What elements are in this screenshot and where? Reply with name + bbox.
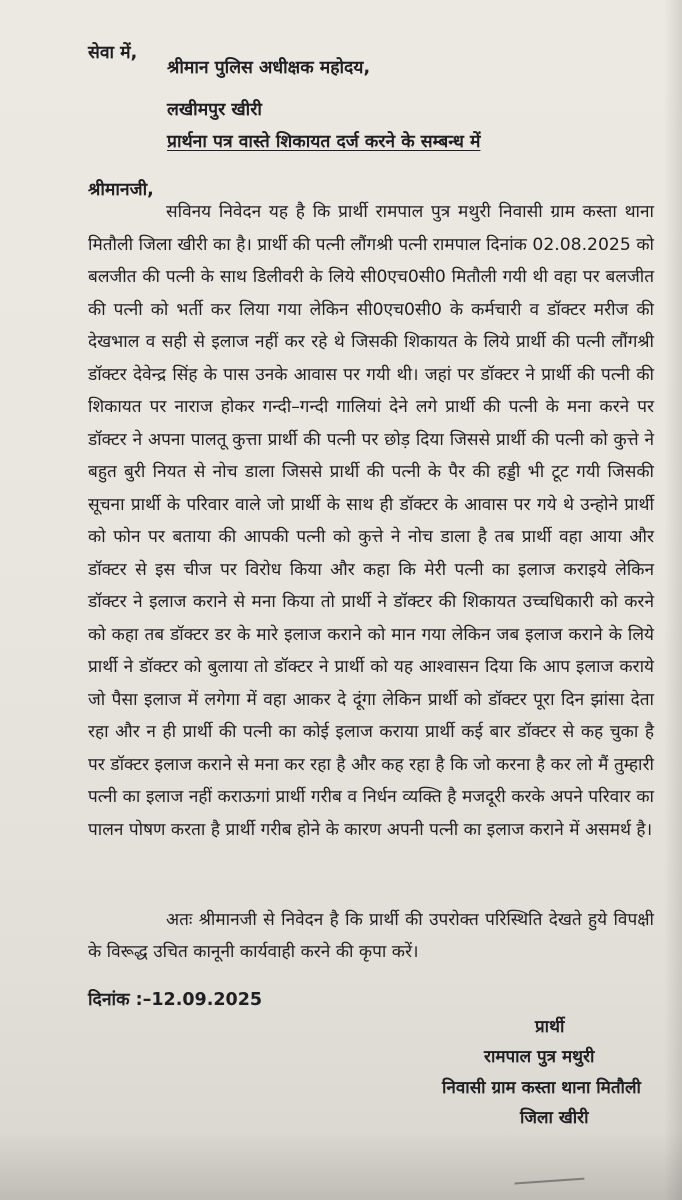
date-line: दिनांक :–12.09.2025 xyxy=(88,990,263,1010)
signature-label: प्रार्थी xyxy=(535,1017,565,1037)
letter-body xyxy=(88,196,654,846)
letter-closing xyxy=(88,904,654,968)
body-paragraph: सविनय निवेदन यह है कि प्रार्थी रामपाल पुत्र मथुरी निवासी ग्राम कस्ता थाना मितौली जिला खीरी का है। प्रार्थी की पत्नी लौंगश्री पत्नी रामपाल दिनांक 02.08.2025 को बलजीत की पत्नी के साथ डिलीवरी के लिये सी0एच0सी0 मितौली गयी थी वहा पर बलजीत की पत्नी को भर्ती कर लिया गया लेकिन सी0एच0सी0 के कर्मचारी व डॉक्टर मरीज की देखभाल व सही से इलाज नहीं कर रहे थे जिसकी शिकायत के लिये प्रार्थी की पत्नी लौंगश्री डॉक्टर देवेन्द्र सिंह के पास उनके आवास पर गयी थी। जहां पर डॉक्टर ने प्रार्थी की पत्नी की शिकायत पर नाराज होकर गन्दी–गन्दी गालियां देने लगे प्रार्थी की पत्नी के मना करने पर डॉक्टर ने अपना पालतू कुत्ता प्रार्थी की पत्नी पर छोड़ दिया जिससे प्रार्थी की पत्नी को कुत्ते ने बहुत बुरी नियत से नोच डाला जिससे प्रार्थी की पत्नी के पैर की हड्डी भी टूट गयी जिसकी सूचना प्रार्थी के परिवार वाले जो प्रार्थी के साथ ही डॉक्टर के आवास पर गये थे उन्होने प्रार्थी को फोन पर बताया की आपकी पत्नी को कुत्ते ने नोच डाला है तब प्रार्थी वहा आया और डॉक्टर से इस चीज पर विरोध किया और कहा कि मेरी पत्नी का इलाज कराइये लेकिन डॉक्टर ने इलाज कराने से मना किया तो प्रार्थी ने डॉक्टर की शिकायत उच्चधिकारी को करने को कहा तब डॉक्टर डर के मारे इलाज कराने को मान गया लेकिन जब इलाज कराने के लिये प्रार्थी ने डॉक्टर को बुलाया तो डॉक्टर ने प्रार्थी को यह आश्वासन दिया कि आप इलाज कराये जो पैसा इलाज में लगेगा में वहा आकर दे दूंगा लेकिन प्रार्थी को डॉक्टर पूरा दिन झांसा देता रहा और न ही प्रार्थी की पत्नी का कोई इलाज कराया प्रार्थी कई बार डॉक्टर से कह चुका है पर डॉक्टर इलाज कराने से मना कर रहा है और कह रहा है कि जो करना है कर लो मैं तुम्हारी पत्नी का इलाज नहीं कराऊगां प्रार्थी गरीब व निर्धन व्यक्ति है मजदूरी करके अपने परिवार का पालन पोषण करता है प्रार्थी गरीब होने के कारण अपनी पत्नी का इलाज कराने में असमर्थ है। xyxy=(88,202,654,840)
signature-district: जिला खीरी xyxy=(520,1108,589,1128)
recipient-location: लखीमपुर खीरी xyxy=(167,100,262,120)
salutation: सेवा में, xyxy=(88,43,138,63)
signature-address: निवासी ग्राम कस्ता थाना मितौली xyxy=(442,1078,641,1098)
greeting: श्रीमानजी, xyxy=(88,180,154,200)
letter-subject: प्रार्थना पत्र वास्ते शिकायत दर्ज करने के सम्बन्ध में xyxy=(167,132,481,152)
signature-name: रामपाल पुत्र मथुरी xyxy=(484,1047,595,1067)
recipient-title: श्रीमान पुलिस अधीक्षक महोदय, xyxy=(167,58,371,78)
page-edge-shadow xyxy=(664,0,682,1200)
closing-paragraph: अतः श्रीमानजी से निवेदन है कि प्रार्थी की उपरोक्त परिस्थिति देखते हुये विपक्षी के विरूद्ध उचित कानूनी कार्यवाही करने की कृपा करें। xyxy=(88,910,654,962)
